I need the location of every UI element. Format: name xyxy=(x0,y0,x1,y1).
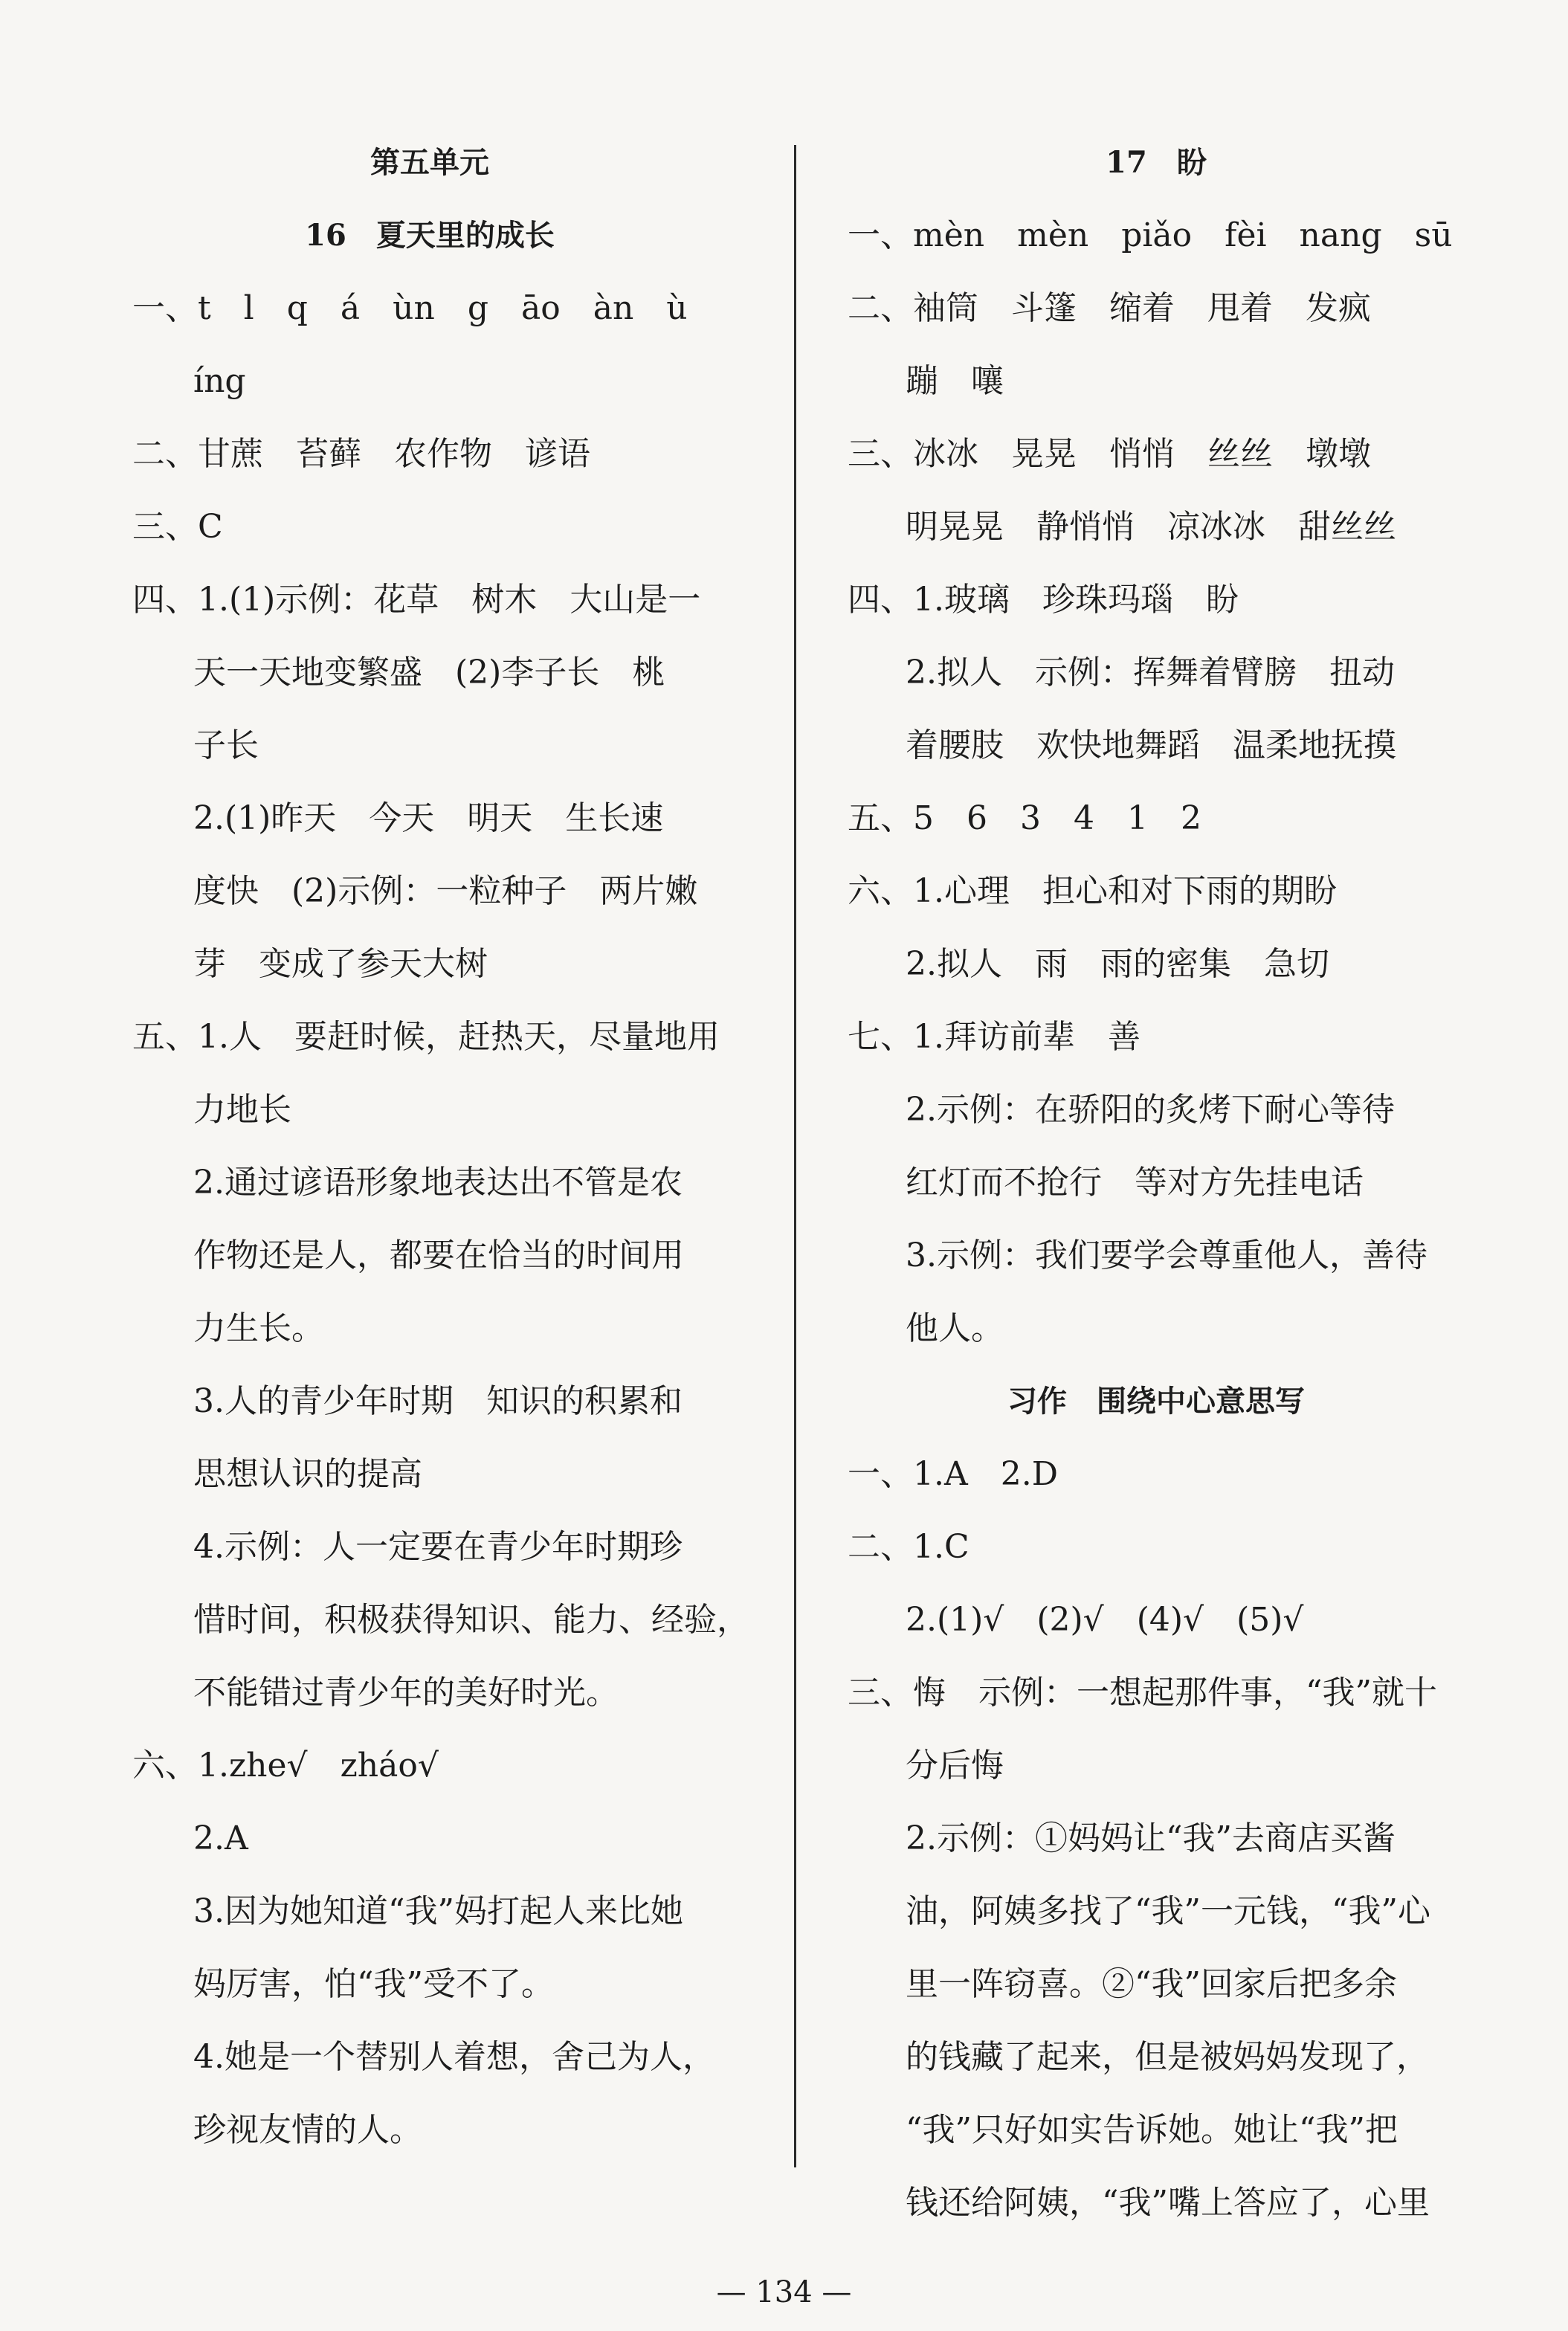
answer-line: 3.示例：我们要学会尊重他人，善待 xyxy=(906,1237,1427,1274)
answer-line: 2.A xyxy=(193,1819,248,1857)
answer-line: 三、悔 示例：一想起那件事，“我”就十 xyxy=(848,1674,1437,1712)
answer-line: 思想认识的提高 xyxy=(193,1455,422,1493)
answer-line: 珍视友情的人。 xyxy=(193,2111,422,2149)
answer-line: 的钱藏了起来，但是被妈妈发现了， xyxy=(906,2038,1429,2076)
answer-line: 芽 变成了参天大树 xyxy=(193,945,488,983)
answer-line: 他人。 xyxy=(906,1309,1004,1347)
lesson-title-17: 17 盼 xyxy=(1106,145,1207,180)
answer-line: 3.人的青少年时期 知识的积累和 xyxy=(193,1382,683,1420)
answer-line: 2.(1)√ (2)√ (4)√ (5)√ xyxy=(906,1601,1304,1639)
answer-line: 3.因为她知道“我”妈打起人来比她 xyxy=(193,1892,683,1930)
answer-line: 七、1.拜访前辈 善 xyxy=(848,1018,1140,1056)
answer-line: 里一阵窃喜。②“我”回家后把多余 xyxy=(906,1965,1397,2003)
answer-line: 二、1.C xyxy=(848,1528,969,1566)
answer-line: 三、C xyxy=(132,508,223,546)
answer-line: 蹦 嚷 xyxy=(906,362,1004,400)
page-number: — 134 — xyxy=(716,2275,852,2309)
answer-line: 四、1.玻璃 珍珠玛瑙 盼 xyxy=(848,581,1239,619)
answer-line: 2.示例：①妈妈让“我”去商店买酱 xyxy=(906,1819,1396,1857)
unit-title: 第五单元 xyxy=(370,145,489,180)
right-column xyxy=(848,126,1465,2240)
lesson-title-16: 16 夏天里的成长 xyxy=(305,218,555,253)
answer-line: 4.示例：人一定要在青少年时期珍 xyxy=(193,1528,683,1566)
column-divider xyxy=(794,145,796,2167)
answer-line: 天一天地变繁盛 (2)李子长 桃 xyxy=(193,654,665,691)
answer-line: “我”只好如实告诉她。她让“我”把 xyxy=(906,2111,1398,2149)
answer-line: 六、1.zhe√ zháo√ xyxy=(132,1747,439,1784)
answer-line: 油，阿姨多找了“我”一元钱，“我”心 xyxy=(906,1892,1430,1930)
answer-line: 子长 xyxy=(193,726,259,764)
answer-line: 2.拟人 示例：挥舞着臂膀 扭动 xyxy=(906,654,1395,691)
answer-line: 一、t l q á ùn g āo àn ù xyxy=(132,289,688,327)
answer-line: 惜时间，积极获得知识、能力、经验， xyxy=(193,1601,749,1639)
answer-line: 一、mèn mèn piǎo fèi nang sū xyxy=(848,216,1453,254)
answer-line: 2.(1)昨天 今天 明天 生长速 xyxy=(193,799,664,837)
answer-line: 着腰肢 欢快地舞蹈 温柔地抚摸 xyxy=(906,726,1396,764)
answer-line: 度快 (2)示例：一粒种子 两片嫩 xyxy=(193,872,698,910)
answer-line: 二、甘蔗 苔藓 农作物 谚语 xyxy=(132,435,590,473)
answer-line: 4.她是一个替别人着想，舍己为人， xyxy=(193,2038,715,2076)
left-column xyxy=(132,126,749,2167)
answer-line: 二、袖筒 斗篷 缩着 甩着 发疯 xyxy=(848,289,1371,327)
answer-line: 2.示例：在骄阳的炙烤下耐心等待 xyxy=(906,1091,1395,1129)
answer-line: 力生长。 xyxy=(193,1309,324,1347)
answer-line: 五、5 6 3 4 1 2 xyxy=(848,799,1201,837)
answer-line: 四、1.(1)示例：花草 树木 大山是一 xyxy=(132,581,701,619)
answer-line: 钱还给阿姨，“我”嘴上答应了，心里 xyxy=(906,2184,1430,2222)
answer-line: 作物还是人，都要在恰当的时间用 xyxy=(193,1237,684,1274)
answer-line: 三、冰冰 晃晃 悄悄 丝丝 墩墩 xyxy=(848,435,1371,473)
answer-line: íng xyxy=(193,362,246,400)
answer-line: 一、1.A 2.D xyxy=(848,1455,1059,1493)
answer-line: 六、1.心理 担心和对下雨的期盼 xyxy=(848,872,1337,910)
answer-line: 分后悔 xyxy=(906,1747,1004,1784)
answer-line: 力地长 xyxy=(193,1091,291,1129)
writing-title: 习作 围绕中心意思写 xyxy=(1007,1384,1305,1419)
answer-line: 2.拟人 雨 雨的密集 急切 xyxy=(906,945,1329,983)
answer-line: 五、1.人 要赶时候，赶热天，尽量地用 xyxy=(132,1018,720,1056)
answer-line: 明晃晃 静悄悄 凉冰冰 甜丝丝 xyxy=(906,508,1396,546)
answer-line: 妈厉害，怕“我”受不了。 xyxy=(193,1965,554,2003)
answer-line: 不能错过青少年的美好时光。 xyxy=(193,1674,619,1712)
answer-line: 红灯而不抢行 等对方先挂电话 xyxy=(906,1164,1364,1202)
answer-line: 2.通过谚语形象地表达出不管是农 xyxy=(193,1164,683,1202)
